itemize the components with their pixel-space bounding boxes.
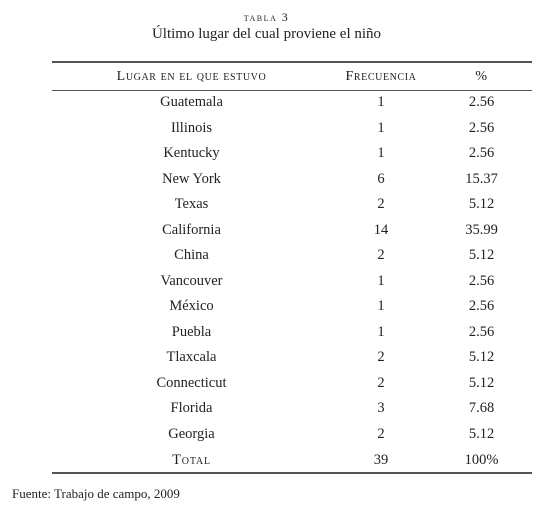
cell-frequency: 2: [377, 374, 385, 391]
cell-place: Georgia: [168, 425, 215, 442]
table-row: [52, 90, 532, 116]
cell-place: Vancouver: [160, 272, 223, 289]
header-frequency: Frecuencia: [345, 69, 417, 84]
table-body: [52, 90, 532, 447]
cell-percent: 35.99: [465, 221, 498, 238]
cell-place: China: [174, 247, 209, 264]
total-percent: 100%: [464, 451, 499, 468]
cell-frequency: 3: [377, 400, 385, 417]
cell-percent: 5.12: [468, 349, 495, 366]
cell-percent: 5.12: [468, 196, 495, 213]
source-note: Fuente: Trabajo de campo, 2009: [12, 486, 180, 501]
table-row: [52, 192, 532, 218]
table-header-row: [52, 64, 532, 90]
table-row: [52, 371, 532, 397]
cell-place: Kentucky: [163, 145, 220, 162]
table-row: [52, 243, 532, 269]
table-row: [52, 422, 532, 448]
cell-place: Florida: [170, 400, 213, 417]
cell-place: Connecticut: [156, 374, 227, 391]
table-row: [52, 396, 532, 422]
table-row: [52, 294, 532, 320]
cell-frequency: 1: [377, 145, 385, 162]
cell-place: Guatemala: [160, 94, 223, 111]
table-row: [52, 116, 532, 142]
cell-percent: 2.56: [468, 272, 495, 289]
cell-percent: 7.68: [468, 400, 495, 417]
cell-frequency: 14: [373, 221, 389, 238]
cell-frequency: 2: [377, 349, 385, 366]
cell-frequency: 1: [377, 94, 385, 111]
cell-place: México: [169, 298, 214, 315]
cell-percent: 2.56: [468, 323, 495, 340]
cell-place: New York: [162, 170, 221, 187]
cell-frequency: 2: [377, 196, 385, 213]
table-row: [52, 320, 532, 346]
table-caption: [0, 10, 533, 44]
header-place: Lugar en el que estuvo: [116, 69, 267, 84]
cell-place: Tlaxcala: [166, 349, 217, 366]
cell-place: Texas: [174, 196, 209, 213]
cell-percent: 2.56: [468, 298, 495, 315]
cell-percent: 5.12: [468, 425, 495, 442]
cell-percent: 2.56: [468, 94, 495, 111]
table-number: tabla 3: [243, 10, 290, 24]
cell-percent: 5.12: [468, 374, 495, 391]
cell-percent: 2.56: [468, 119, 495, 136]
table-row: [52, 345, 532, 371]
total-label: Total: [172, 451, 211, 468]
data-table: [52, 64, 532, 473]
table-row: [52, 269, 532, 295]
total-frequency: 39: [373, 451, 389, 468]
cell-frequency: 2: [377, 247, 385, 264]
cell-frequency: 1: [377, 119, 385, 136]
cell-place: Puebla: [171, 323, 212, 340]
total-row: [52, 447, 532, 473]
cell-percent: 15.37: [465, 170, 498, 187]
cell-place: California: [162, 221, 221, 238]
cell-percent: 5.12: [468, 247, 495, 264]
cell-frequency: 2: [377, 425, 385, 442]
cell-frequency: 1: [377, 323, 385, 340]
cell-percent: 2.56: [468, 145, 495, 162]
header-percent: %: [475, 69, 488, 84]
table-row: [52, 167, 532, 193]
cell-frequency: 1: [377, 298, 385, 315]
cell-frequency: 1: [377, 272, 385, 289]
cell-place: Illinois: [170, 119, 213, 136]
table-top-rule: [52, 61, 532, 63]
table-row: [52, 218, 532, 244]
table-title: Último lugar del cual proviene el niño: [151, 26, 382, 42]
table-row: [52, 141, 532, 167]
cell-frequency: 6: [377, 170, 385, 187]
